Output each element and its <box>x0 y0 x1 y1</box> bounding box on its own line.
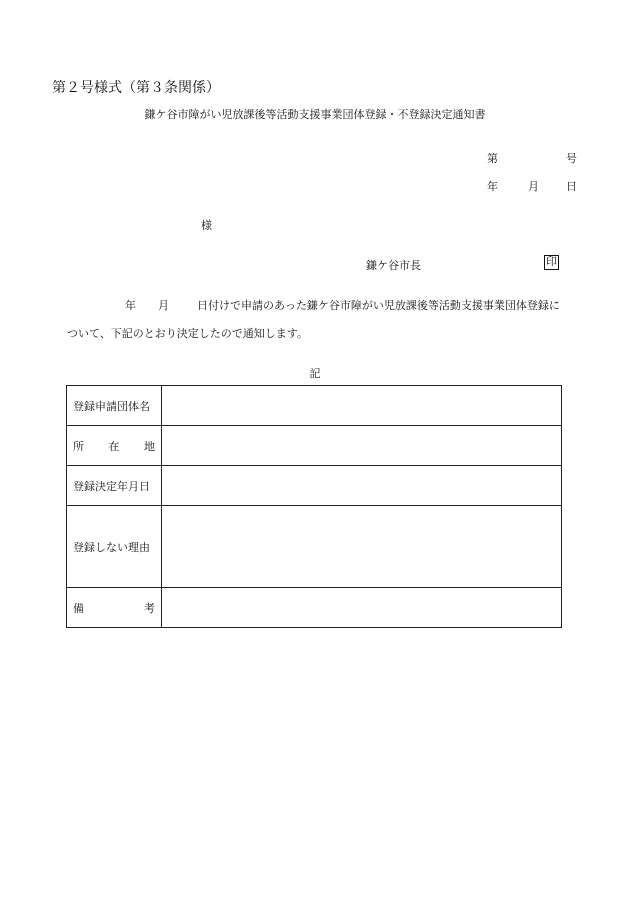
date-month-label: 月 <box>528 180 539 193</box>
seal-mark: 印 <box>546 255 557 268</box>
body-year-label: 年 <box>125 299 136 312</box>
date-year-label: 年 <box>487 180 498 193</box>
label-char: 考 <box>144 601 155 615</box>
body-text-line-1: 日付けで申請のあった鎌ケ谷市障がい児放課後等活動支援事業団体登録に <box>197 299 560 312</box>
row-value-reason[interactable] <box>162 506 562 588</box>
decision-table <box>66 385 562 628</box>
row-value-decision-date[interactable] <box>162 466 562 506</box>
label-char: 地 <box>144 439 155 453</box>
label-char: 所 <box>73 439 84 453</box>
table-row <box>67 506 562 588</box>
row-label-group-name: 登録申請団体名 <box>67 386 162 426</box>
addressee-honorific: 様 <box>201 219 212 232</box>
sender-name: 鎌ケ谷市長 <box>366 259 421 272</box>
date-day-label: 日 <box>566 180 577 193</box>
label-char: 備 <box>73 601 84 615</box>
document-title: 鎌ケ谷市障がい児放課後等活動支援事業団体登録・不登録決定通知書 <box>144 108 486 121</box>
row-value-remarks[interactable] <box>162 588 562 628</box>
row-label-remarks <box>67 588 162 628</box>
label-char: 在 <box>108 439 120 453</box>
reference-go-label: 号 <box>566 152 577 165</box>
table-row <box>67 426 562 466</box>
reference-dai-label: 第 <box>487 152 498 165</box>
table-row <box>67 466 562 506</box>
row-label-reason: 登録しない理由 <box>67 506 162 588</box>
row-value-location[interactable] <box>162 426 562 466</box>
row-label-location <box>67 426 162 466</box>
ki-heading: 記 <box>309 367 321 380</box>
table-row <box>67 588 562 628</box>
row-value-group-name[interactable] <box>162 386 562 426</box>
row-label-decision-date: 登録決定年月日 <box>67 466 162 506</box>
table-row <box>67 386 562 426</box>
body-month-label: 月 <box>158 299 169 312</box>
body-text-line-2: ついて、下記のとおり決定したので通知します。 <box>67 327 308 340</box>
form-number: 第２号様式（第３条関係） <box>52 80 220 96</box>
